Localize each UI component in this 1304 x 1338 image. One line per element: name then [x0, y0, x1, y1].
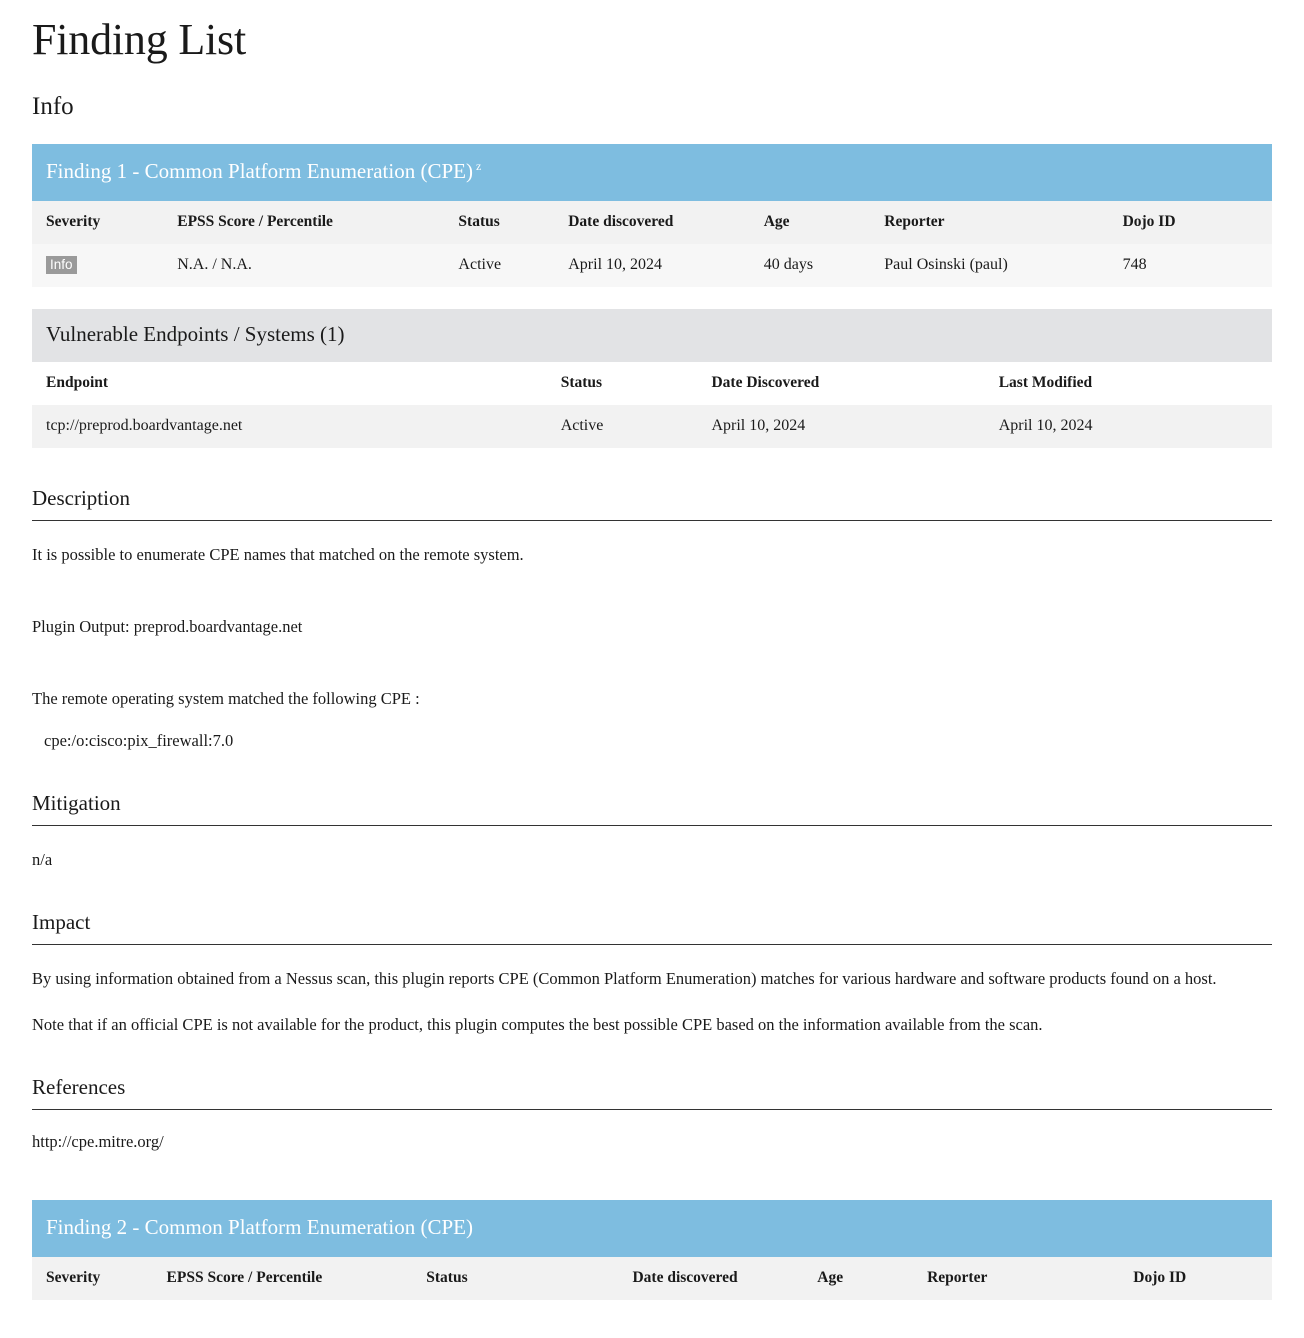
finding-1-endpoints-table — [32, 362, 1272, 448]
column-header-dojo-id: Dojo ID — [1109, 201, 1272, 244]
column-header-endpoint-last-modified: Last Modified — [985, 362, 1272, 405]
column-header-severity: Severity — [32, 1257, 153, 1300]
cell-reporter: Paul Osinski (paul) — [870, 244, 1108, 288]
spacer — [32, 639, 1272, 665]
finding-2-meta-table — [32, 1257, 1272, 1300]
column-header-endpoint-date-discovered: Date Discovered — [697, 362, 984, 405]
heading-references: References — [32, 1075, 1272, 1110]
heading-mitigation: Mitigation — [32, 791, 1272, 826]
vulnerable-endpoints-title: Vulnerable Endpoints / Systems (1) — [32, 309, 1272, 362]
cell-dojo-id: 748 — [1109, 244, 1272, 288]
finding-2-block — [32, 1200, 1272, 1299]
heading-description: Description — [32, 486, 1272, 521]
cell-endpoint-status: Active — [547, 405, 698, 448]
finding-2-header — [32, 1200, 1272, 1256]
cell-age: 40 days — [750, 244, 871, 288]
column-header-dojo-id: Dojo ID — [1119, 1257, 1272, 1300]
column-header-endpoint: Endpoint — [32, 362, 547, 405]
column-header-epss: EPSS Score / Percentile — [163, 201, 444, 244]
finding-1-footnote-marker: z — [475, 159, 482, 174]
finding-2-title: Finding 2 - Common Platform Enumeration (CPE) — [46, 1215, 473, 1240]
description-paragraph-1: It is possible to enumerate CPE names that matched on the remote system. — [32, 545, 524, 565]
table-row — [32, 405, 1272, 448]
column-header-epss: EPSS Score / Percentile — [153, 1257, 413, 1300]
table-header-row — [32, 362, 1272, 405]
page-title: Finding List — [32, 15, 246, 64]
column-header-status: Status — [444, 201, 554, 244]
status-badge: Info — [46, 256, 77, 275]
finding-1-block — [32, 144, 1272, 1152]
column-header-age: Age — [803, 1257, 913, 1300]
cell-severity — [32, 244, 163, 288]
impact-paragraph-1: By using information obtained from a Nessus scan, this plugin reports CPE (Common Platform Enumeration) matches for various hardware and software products found on a host. — [32, 969, 1217, 989]
finding-1-meta-table — [32, 201, 1272, 288]
mitigation-text: n/a — [32, 850, 53, 870]
table-header-row — [32, 201, 1272, 244]
cell-endpoint-date-discovered: April 10, 2024 — [697, 405, 984, 448]
finding-1-title: Finding 1 - Common Platform Enumeration (CPE) — [46, 159, 473, 184]
heading-impact: Impact — [32, 910, 1272, 945]
spacer — [32, 567, 1272, 593]
cell-epss: N.A. / N.A. — [163, 244, 444, 288]
column-header-age: Age — [750, 201, 871, 244]
description-cpe-value: cpe:/o:cisco:pix_firewall:7.0 — [44, 731, 234, 751]
cell-status: Active — [444, 244, 554, 288]
table-row — [32, 244, 1272, 288]
finding-1-header — [32, 144, 1272, 200]
column-header-date-discovered: Date discovered — [554, 201, 749, 244]
description-plugin-output: Plugin Output: preprod.boardvantage.net — [32, 617, 303, 637]
column-header-date-discovered: Date discovered — [618, 1257, 803, 1300]
cell-endpoint: tcp://preprod.boardvantage.net — [32, 405, 547, 448]
impact-paragraph-2: Note that if an official CPE is not available for the product, this plugin computes the best possible CPE based on the information available from the scan. — [32, 1015, 1043, 1035]
column-header-endpoint-status: Status — [547, 362, 698, 405]
section-title-info: Info — [32, 93, 74, 121]
cell-date-discovered: April 10, 2024 — [554, 244, 749, 288]
column-header-reporter: Reporter — [913, 1257, 1119, 1300]
reference-link[interactable]: http://cpe.mitre.org/ — [32, 1132, 164, 1152]
column-header-reporter: Reporter — [870, 201, 1108, 244]
description-paragraph-3: The remote operating system matched the following CPE : — [32, 689, 420, 709]
cell-endpoint-last-modified: April 10, 2024 — [985, 405, 1272, 448]
column-header-status: Status — [412, 1257, 618, 1300]
table-header-row — [32, 1257, 1272, 1300]
column-header-severity: Severity — [32, 201, 163, 244]
